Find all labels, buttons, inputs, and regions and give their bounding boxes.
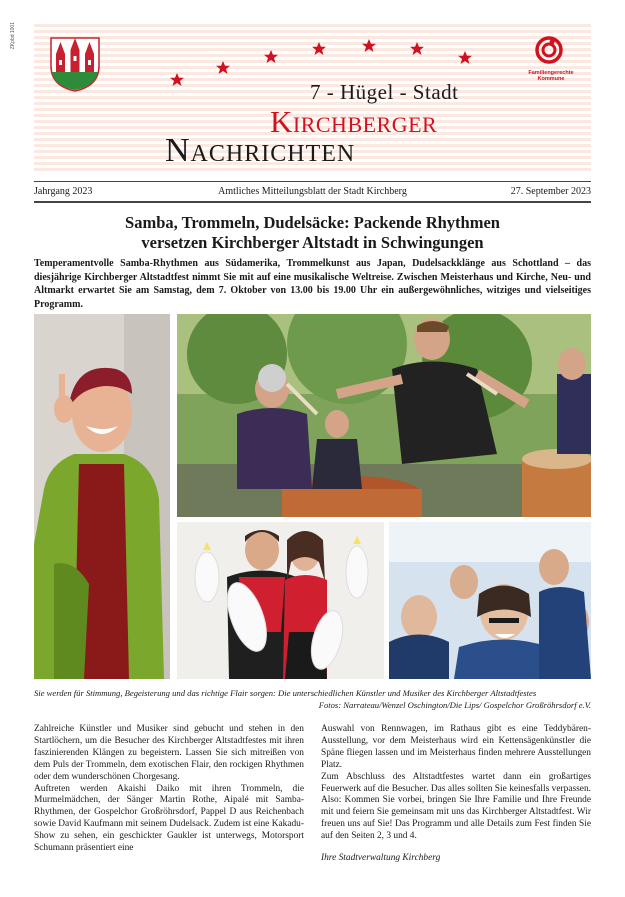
publisher-line: Amtliches Mitteilungsblatt der Stadt Kirchberg	[218, 186, 407, 197]
infobar-rule-top	[34, 181, 591, 182]
masthead-title-red: Kirchberger	[270, 104, 438, 139]
infobar-rule-bottom	[34, 201, 591, 203]
headline-line-1: Samba, Trommeln, Dudelsäcke: Packende Rhythmen	[125, 213, 500, 232]
photo-caption	[34, 688, 591, 711]
family-friendly-label: Familiengerechte Kommune	[528, 70, 574, 82]
photo-taiko-drummers	[177, 314, 591, 517]
photo-gospel-choir	[389, 522, 591, 679]
town-crest-logo	[48, 36, 102, 92]
issue-year: Jahrgang 2023	[34, 186, 93, 197]
body-paragraph: Auftreten werden Akaishi Daiko mit ihren Trommeln, die Murmelmädchen, der Sänger Martin Rothe, Aipalé mit Samba-Rhythmen, der Gospelchor Großröhrsdorf, Pappel D aus Reichenbach sowie David Kaufmann mit seinem Dudelsack. Zudem ist eine Kakadu-Show zu sehen, ein geschickter Gaukler ist unterwegs, Motorsport Schumann präsentiert eine	[34, 783, 304, 854]
body-column-1	[34, 724, 304, 855]
headline-line-2: versetzen Kirchberger Altstadt in Schwingungen	[141, 233, 484, 252]
headline	[34, 213, 591, 253]
family-friendly-logo	[529, 36, 569, 66]
lead-paragraph: Temperamentvolle Samba-Rhythmen aus Südamerika, Trommelkunst aus Japan, Dudelsackklänge aus Schottland – das diesjährige Kirchberger Altstadtfest nimmt Sie mit auf eine musikalische Weltreise. Zwischen Meisterhaus und Kirche, Neu- und Altmarkt erwartet Sie am Samstag, dem 7. Oktober von 13.00 bis 19.00 Uhr ein außergewöhnliches, witziges und vielseitiges Programm.	[34, 258, 591, 310]
caption-credit: Fotos: Narrateau/Wenzel Oschington/Die Lips/ Gospelchor Großröhrsdorf e.V.	[318, 699, 591, 710]
photo-performer	[34, 314, 170, 679]
masthead-title-black: Nachrichten	[165, 132, 356, 169]
issue-date: 27. September 2023	[510, 186, 591, 197]
body-column-2	[321, 724, 591, 865]
masthead-subtitle: 7 - Hügel - Stadt	[310, 80, 459, 104]
body-paragraph: Zahlreiche Künstler und Musiker sind gebucht und stehen in den Startlöchern, um die Besucher des Kirchberger Altstadtfestes mit ihren faszinierenden Klängen zu begeistern. Lassen Sie sich mitreißen von dem Puls der Trommeln, dem exotischen Flair, den rockigen Rhythmen oder dem wunderschönen Chorgesang.	[34, 724, 304, 782]
body-paragraph: Auswahl von Rennwagen, im Rathaus gibt es eine Teddybären-Ausstellung, vor dem Meisterhaus wird ein Kettensägenkünstler die Späne fliegen lassen und im Meisterhaus finden mehrere Ausstellungen Platz.	[321, 724, 591, 770]
photo-cockatoo-show	[177, 522, 384, 679]
signature: Ihre Stadtverwaltung Kirchberg	[321, 853, 441, 864]
print-code: ZKpbd 1001	[10, 22, 16, 50]
body-paragraph: Zum Abschluss des Altstadtfestes wartet dann ein großartiges Feuerwerk auf die Besucher. Das alles sollten Sie keinesfalls verpassen. Also: Kommen Sie vorbei, bringen Sie Ihre Familie und Ihre Freunde mit und feiern Sie gemeinsam mit uns das Kirchberger Altstadtfest. Wir freuen uns auf Sie! Das Programm und alle Details zum Fest finden Sie auf den Seiten 2, 3 und 4.	[321, 771, 591, 842]
caption-text: Sie werden für Stimmung, Begeisterung und das richtige Flair sorgen: Die unterschiedlichen Künstler und Musiker des Kirchberger Altstadtfestes	[34, 688, 537, 698]
